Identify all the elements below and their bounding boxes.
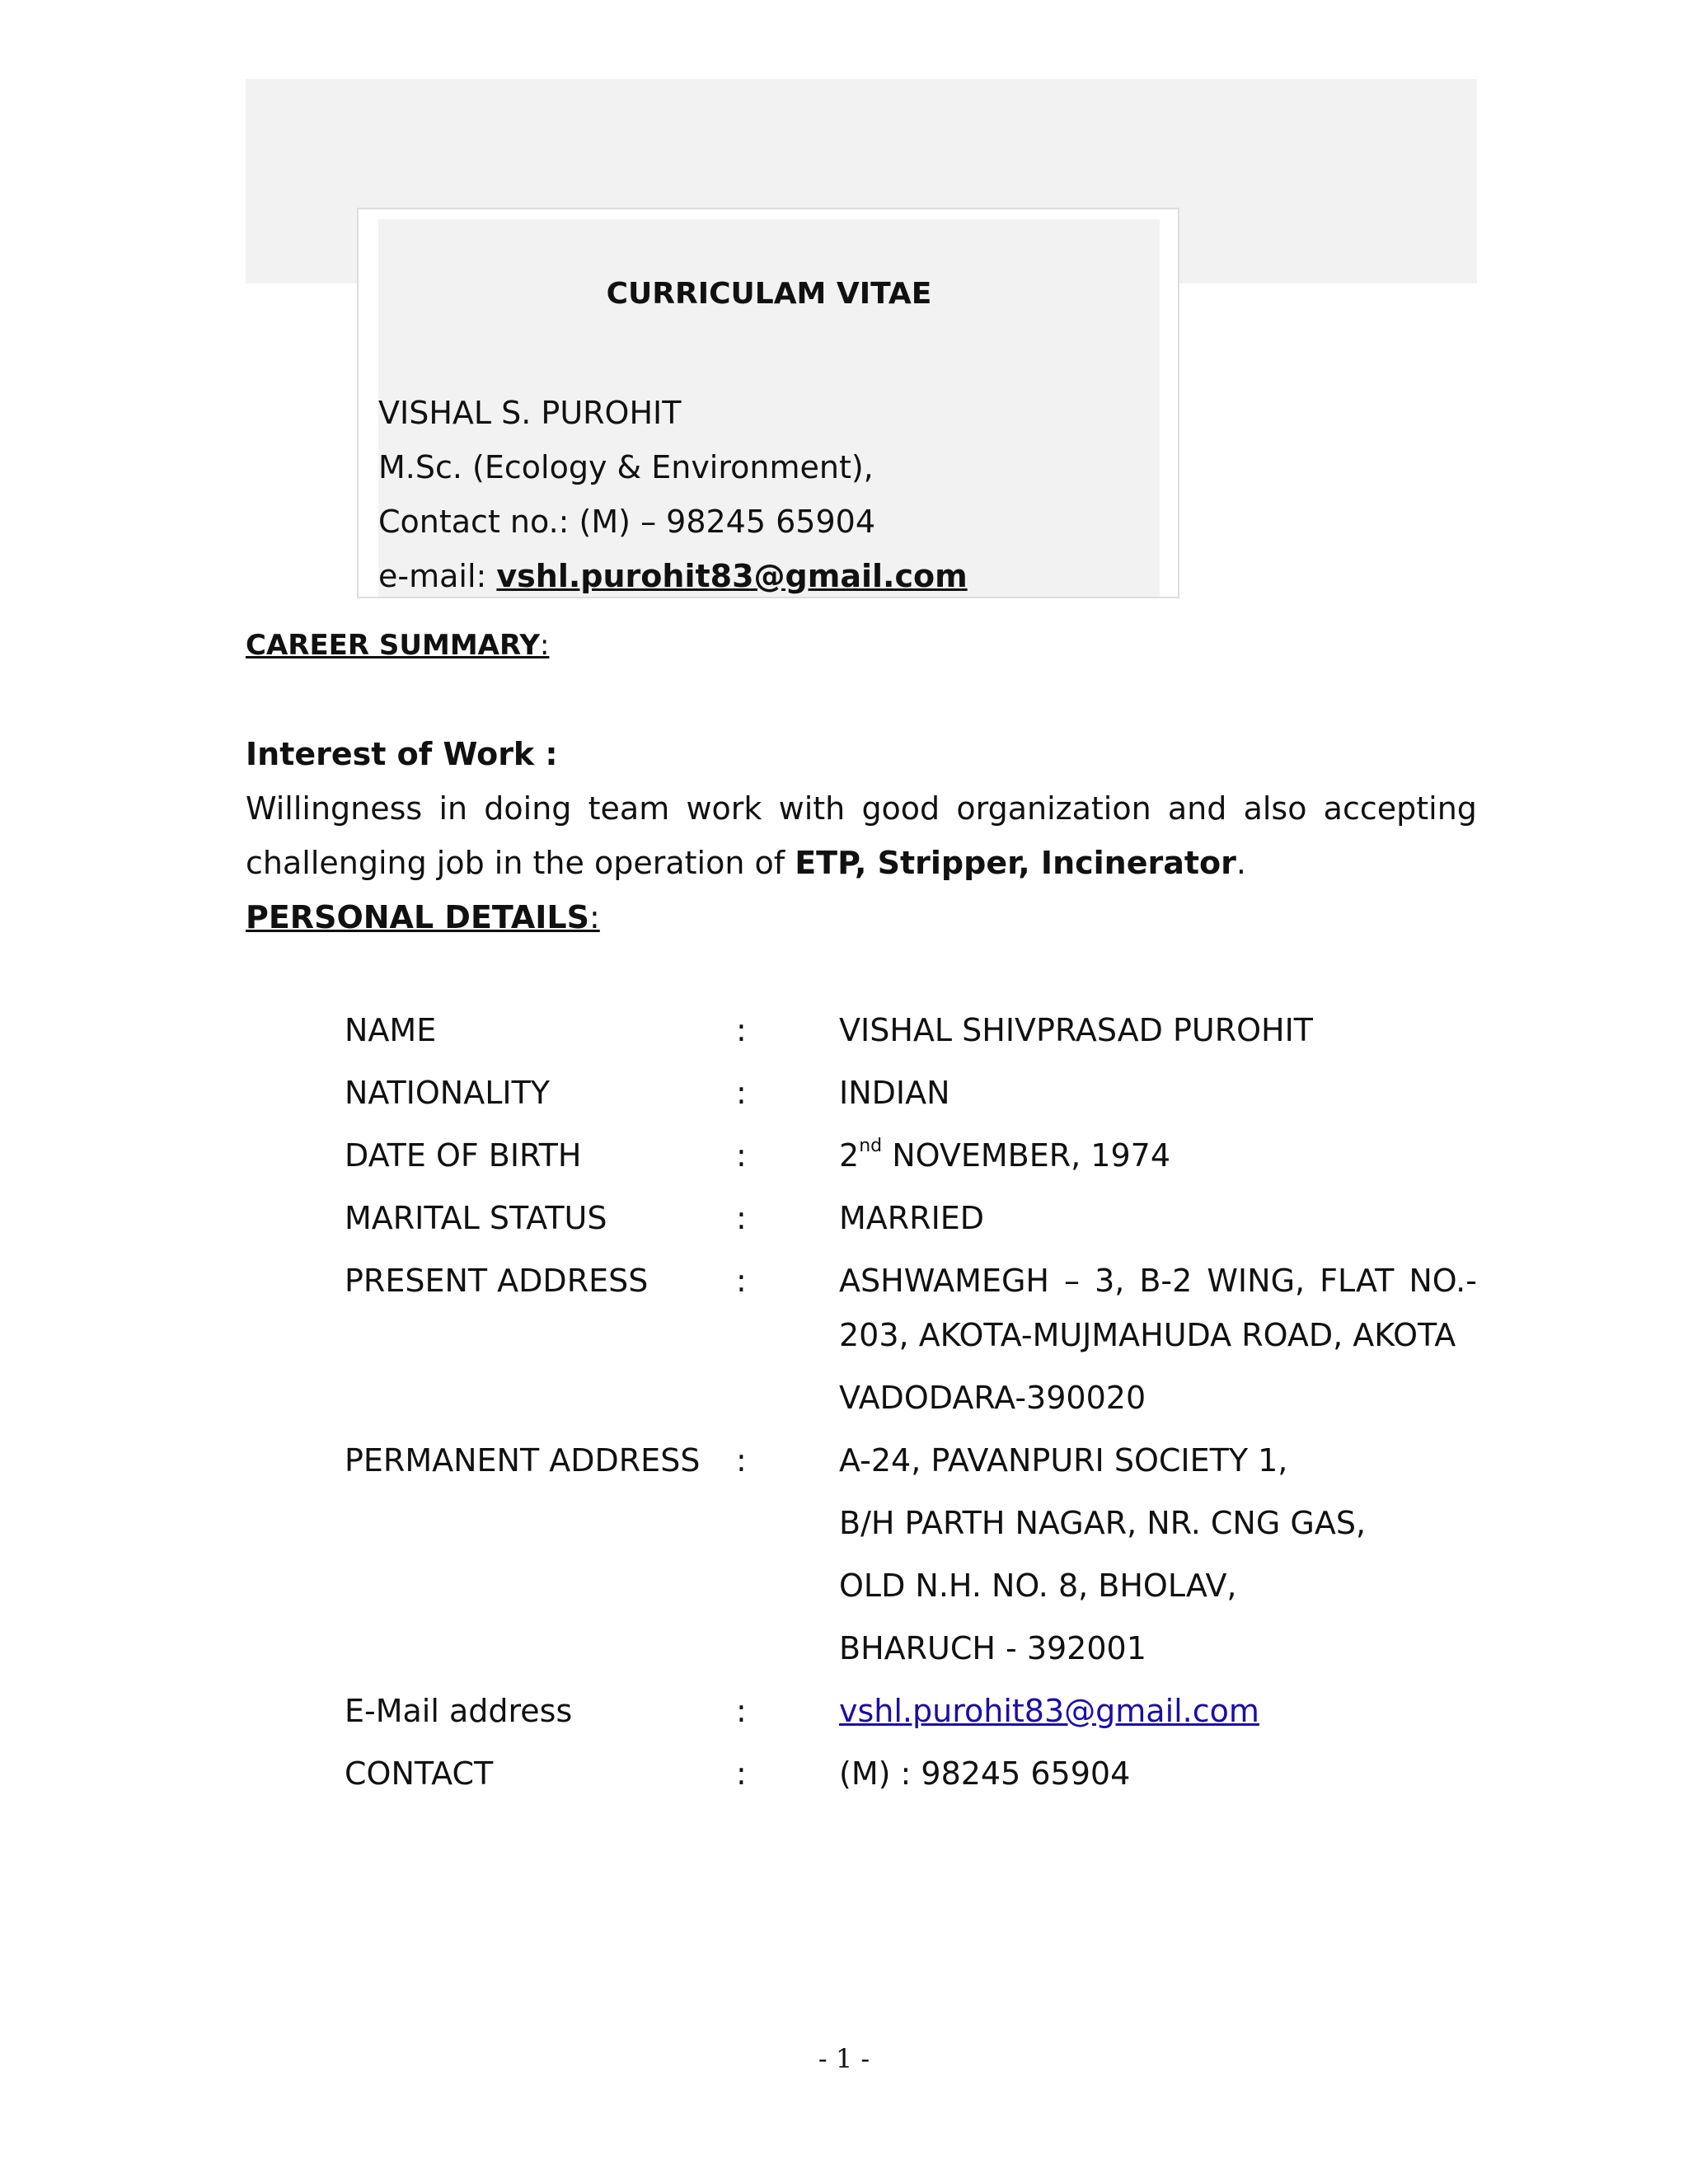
detail-value-present-address-line-3: VADODARA-390020	[839, 1380, 1146, 1416]
detail-value-present-address-line-1	[839, 1262, 1477, 1300]
interest-word: with	[778, 790, 846, 827]
detail-separator: :	[736, 1200, 747, 1236]
detail-value-date-of-birth	[839, 1137, 1170, 1174]
detail-separator: :	[736, 1137, 747, 1174]
address-word: B-2	[1139, 1263, 1193, 1299]
interest-word: accepting	[1323, 790, 1477, 827]
detail-separator: :	[736, 1442, 747, 1479]
interest-line-2-end: .	[1236, 845, 1246, 881]
address-word: ASHWAMEGH	[839, 1263, 1049, 1299]
detail-value-permanent-address-line-4: BHARUCH - 392001	[839, 1630, 1146, 1666]
detail-separator: :	[736, 1755, 747, 1792]
detail-value-permanent-address-line-1: A-24, PAVANPURI SOCIETY 1,	[839, 1442, 1288, 1479]
career-summary-heading-text: CAREER SUMMARY	[246, 629, 540, 662]
detail-label-email: E-Mail address	[345, 1693, 573, 1729]
page-number: - 1 -	[818, 2043, 870, 2074]
applicant-qualification: M.Sc. (Ecology & Environment),	[378, 449, 874, 485]
personal-details-heading-text: PERSONAL DETAILS	[246, 899, 589, 935]
detail-label-present-address: PRESENT ADDRESS	[345, 1263, 649, 1299]
interest-word: organization	[956, 790, 1151, 827]
dob-ordinal: nd	[859, 1136, 883, 1157]
header-content	[378, 219, 1160, 597]
interest-word: Willingness	[246, 790, 423, 827]
detail-value-present-address-line-2: 203, AKOTA-MUJMAHUDA ROAD, AKOTA	[839, 1317, 1456, 1353]
interest-of-work-heading: Interest of Work :	[246, 736, 558, 772]
interest-operations: ETP, Stripper, Incinerator	[795, 845, 1236, 881]
detail-separator: :	[736, 1693, 747, 1729]
detail-separator: :	[736, 1263, 747, 1299]
detail-separator: :	[736, 1012, 747, 1048]
interest-word: work	[686, 790, 762, 827]
applicant-email-line	[378, 557, 968, 595]
address-word: 3,	[1095, 1263, 1125, 1299]
address-word: FLAT	[1320, 1263, 1395, 1299]
detail-value-marital-status: MARRIED	[839, 1200, 985, 1236]
career-summary-heading	[246, 628, 549, 663]
detail-value-contact: (M) : 98245 65904	[839, 1755, 1131, 1792]
address-word: WING,	[1207, 1263, 1306, 1299]
interest-line-2-text: challenging job in the operation of	[246, 845, 795, 881]
detail-label-name: NAME	[345, 1012, 437, 1048]
header-box	[357, 208, 1179, 598]
detail-label-marital-status: MARITAL STATUS	[345, 1200, 607, 1236]
personal-details-colon: :	[589, 899, 600, 935]
personal-details-heading	[246, 898, 600, 936]
detail-label-permanent-address: PERMANENT ADDRESS	[345, 1442, 701, 1479]
email-prefix: e-mail:	[378, 558, 497, 594]
detail-value-name: VISHAL SHIVPRASAD PUROHIT	[839, 1012, 1314, 1048]
address-word: NO.-	[1409, 1263, 1477, 1299]
interest-word: team	[588, 790, 670, 827]
interest-word: doing	[484, 790, 572, 827]
detail-value-permanent-address-line-2: B/H PARTH NAGAR, NR. CNG GAS,	[839, 1505, 1367, 1541]
detail-value-email-link[interactable]: vshl.purohit83@gmail.com	[839, 1693, 1259, 1729]
applicant-name: VISHAL S. PUROHIT	[378, 395, 682, 431]
detail-value-nationality: INDIAN	[839, 1075, 950, 1111]
interest-line-1	[246, 790, 1477, 827]
detail-label-date-of-birth: DATE OF BIRTH	[345, 1137, 582, 1174]
detail-value-permanent-address-line-3: OLD N.H. NO. 8, BHOLAV,	[839, 1568, 1237, 1604]
detail-label-nationality: NATIONALITY	[345, 1075, 551, 1111]
header-email-link[interactable]: vshl.purohit83@gmail.com	[496, 558, 968, 594]
applicant-contact: Contact no.: (M) – 98245 65904	[378, 504, 875, 540]
interest-word: in	[438, 790, 468, 827]
detail-label-contact: CONTACT	[345, 1755, 494, 1792]
interest-word: also	[1243, 790, 1307, 827]
address-word: –	[1064, 1263, 1081, 1299]
interest-line-2	[246, 844, 1246, 882]
document-title: CURRICULAM VITAE	[606, 277, 932, 311]
interest-word: good	[861, 790, 940, 827]
dob-rest: NOVEMBER, 1974	[882, 1137, 1170, 1174]
career-summary-colon: :	[539, 629, 550, 662]
dob-day: 2	[839, 1137, 860, 1174]
interest-word: and	[1167, 790, 1227, 827]
detail-separator: :	[736, 1075, 747, 1111]
